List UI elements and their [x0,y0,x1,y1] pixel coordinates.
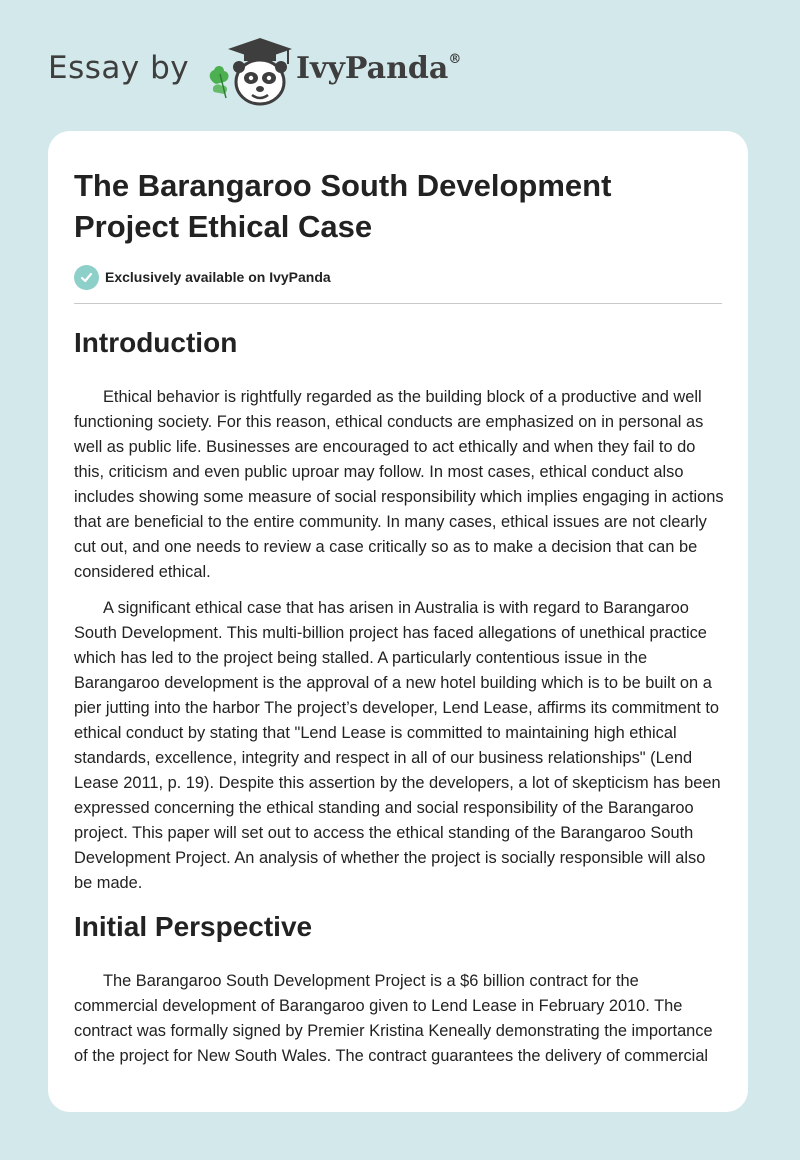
section-heading-initial-perspective: Initial Perspective [74,911,313,942]
paragraph: A significant ethical case that has arisen in Australia is with regard to Barangaroo South Development. This multi-billion project has faced allegations of unethical practice which has led to the project being stalled. A particularly contentious issue in the Barangaroo development is the approval of a new hotel building which is to be built on a pier jutting into the harbor The project’s developer, Lend Lease, affirms its commitment to ethical conduct by stating that "Lend Lease is committed to maintaining high ethical standards, excellence, integrity and respect in all of our business relationships" (Lend Lease 2011, p. 19). Despite this assertion by the developers, a lot of skepticism has been expressed concerning the ethical standing and social responsibility of the Barangaroo project. This paper will set out to access the ethical standing of the Barangaroo South Development Project. An analysis of whether the project is socially responsible will also be made. [74,599,721,892]
exclusive-badge [74,264,331,290]
article-card [48,131,748,1112]
badge-label: Exclusively available on IvyPanda [105,269,331,285]
essay-by-label: Essay by [48,50,190,86]
brand-text: IvyPanda [296,51,449,86]
article-body [74,323,724,1069]
registered-mark: ® [448,52,462,67]
section-heading-introduction: Introduction [74,327,238,358]
paragraph: The Barangaroo South Development Project is a $6 billion contract for the commercial development of Barangaroo given to Lend Lease in February 2010. The contract was formally signed by Premier Kristina Keneally demonstrating the importance of the project for New South Wales. The contract guarantees the delivery of commercial [74,972,713,1065]
article-title: The Barangaroo South Development Project Ethical Case [74,168,612,244]
site-header [48,34,548,114]
check-icon [74,265,99,290]
divider [74,303,722,304]
paragraph: Ethical behavior is rightfully regarded as the building block of a productive and well functioning society. For this reason, ethical conducts are emphasized on in personal as well as public life. Businesses are encouraged to act ethically and when they fail to do this, criticism and even public uproar may follow. In most cases, ethical conduct also includes showing some measure of social responsibility which implies engaging in actions that are beneficial to the entire community. In many cases, ethical issues are not clearly cut out, and one needs to review a case critically so as to make a decision that can be considered ethical. [74,388,724,581]
ivypanda-logo-icon[interactable] [202,34,296,110]
brand-name[interactable] [296,51,461,86]
